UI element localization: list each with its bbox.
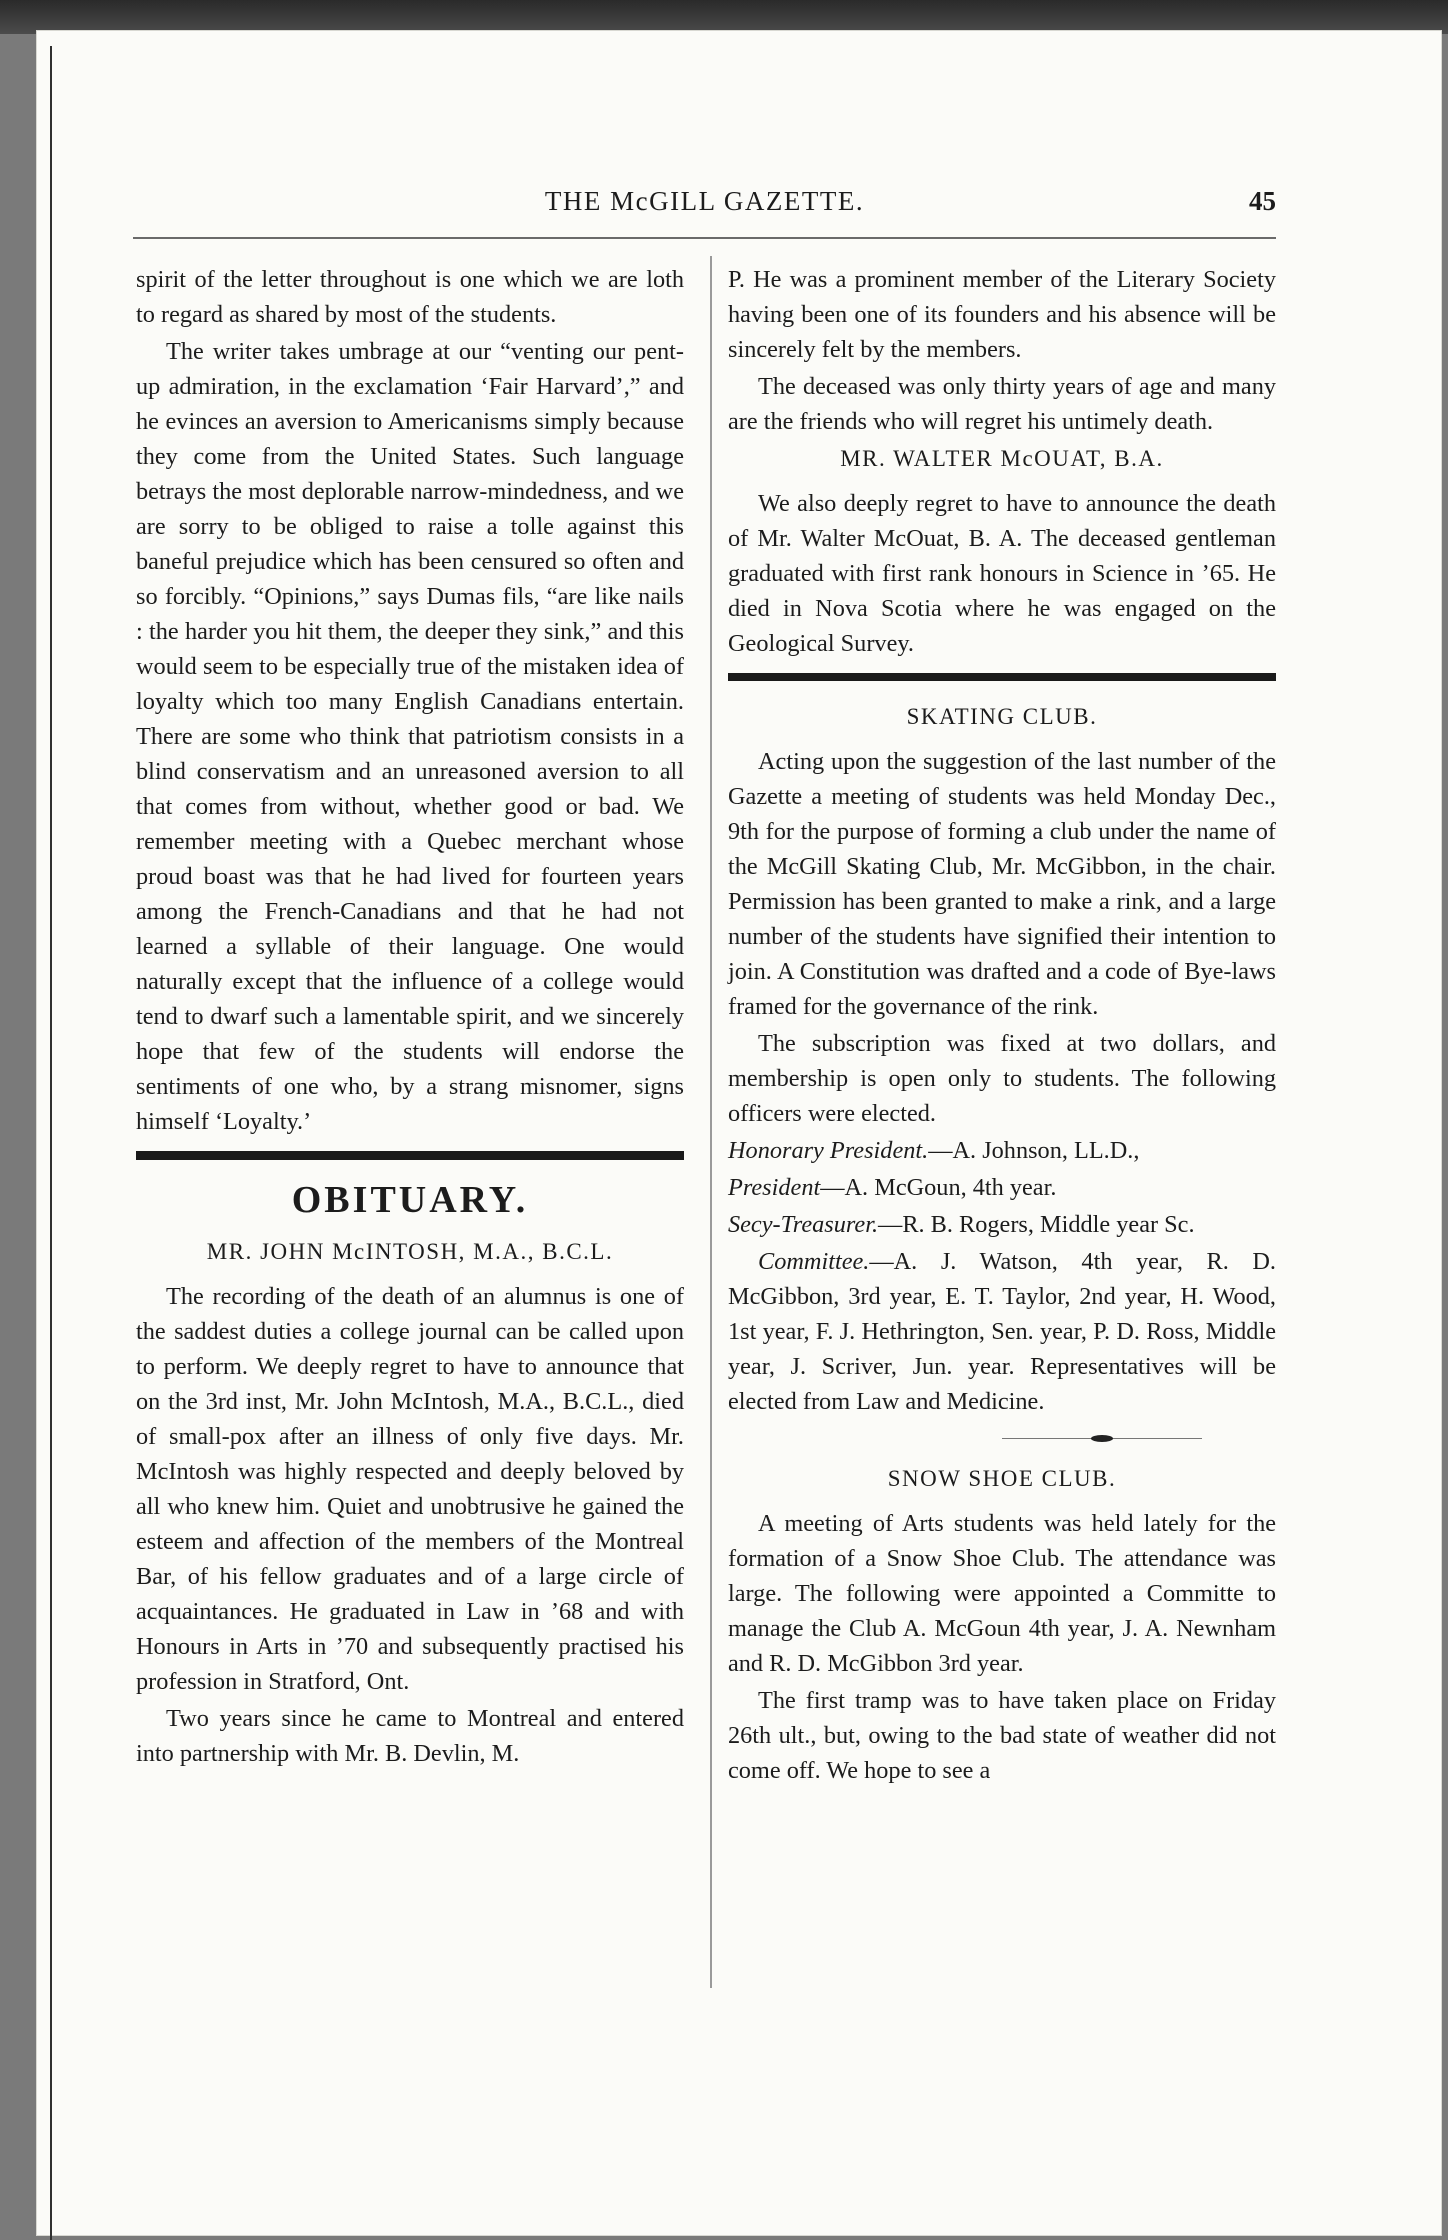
mcouat-subhead: MR. WALTER McOUAT, B.A.	[840, 446, 1164, 471]
committee-detail: —A. J. Watson, 4th year, R. D. McGibbon, 3rd year, E. T. Taylor, 2nd year, H. Wood, 1st year, F. J. Hethrington, Sen. year, P. D. Ross, Middle year, J. Scriver, Jun. year. Representatives will be elected from Law and Medicine.	[728, 1248, 1276, 1415]
scan-top-edge	[0, 0, 1448, 34]
committee-role: Committee.	[758, 1248, 870, 1275]
officer-detail: —A. McGoun, 4th year.	[820, 1174, 1057, 1201]
officer-role: Honorary President.	[728, 1137, 929, 1164]
section-rule	[136, 1151, 684, 1160]
column-divider	[710, 256, 712, 1988]
obituary-paragraph: The recording of the death of an alumnus is one of the saddest duties a college journal can be called upon to perform. We deeply regret to have to announce that on the 3rd inst, Mr. John McIntosh, M.A., B.C.L., died of small-pox after an illness of only five days. Mr. McIntosh was highly respected and deeply beloved by all who knew him. Quiet and unobtrusive he gained the esteem and affection of the members of the Montreal Bar, of his fellow graduates and of a large circle of acquaintances. He graduated in Law in ’68 and with Honours in Arts in ’70 and subsequently practised his profession in Stratford, Ont.	[136, 1283, 684, 1695]
skating-paragraph: The subscription was fixed at two dollars, and membership is open only to students. The following officers were elected.	[728, 1030, 1276, 1127]
running-header	[133, 186, 1276, 230]
snowshoe-paragraph: A meeting of Arts students was held lately for the formation of a Snow Shoe Club. The attendance was large. The following were appointed a Committe to manage the Club A. McGoun 4th year, J. A. Newnham and R. D. McGibbon 3rd year.	[728, 1510, 1276, 1677]
running-title: THE McGILL GAZETTE.	[544, 186, 865, 216]
right-column	[728, 262, 1276, 1790]
officer-role: President	[728, 1174, 821, 1201]
ornament-divider	[728, 1429, 1276, 1445]
officer-role: Secy-Treasurer.	[728, 1211, 879, 1238]
page-number: 45	[1249, 186, 1276, 216]
obituary-paragraph: Two years since he came to Montreal and entered into partnership with Mr. B. Devlin, M.	[136, 1705, 684, 1767]
obituary-subhead: MR. JOHN McINTOSH, M.A., B.C.L.	[206, 1239, 614, 1264]
skating-paragraph: Acting upon the suggestion of the last number of the Gazette a meeting of students was held Monday Dec., 9th for the purpose of forming a club under the name of the McGill Skating Club, Mr. McGibbon, in the chair. Permission has been granted to make a rink, and a large number of the students have signified their intention to join. A Constitution was drafted and a code of Bye-laws framed for the governance of the rink.	[728, 748, 1276, 1020]
snowshoe-paragraph: The first tramp was to have taken place on Friday 26th ult., but, owing to the bad state of weather did not come off. We hope to see a	[728, 1687, 1276, 1784]
binding-edge	[50, 46, 52, 2240]
obituary-continued: The deceased was only thirty years of age and many are the friends who will regret his untimely death.	[728, 373, 1276, 435]
skating-club-title: SKATING CLUB.	[906, 704, 1098, 729]
snow-shoe-club-title: SNOW SHOE CLUB.	[887, 1466, 1117, 1491]
body-paragraph: The writer takes umbrage at our “venting our pent-up admiration, in the exclamation ‘Fair Harvard’,” and he evinces an aversion to Americanisms simply because they come from the United States. Such language betrays the most deplorable narrow-mindedness, and we are sorry to be obliged to raise a tolle against this baneful prejudice which has been censured so often and so forcibly. “Opinions,” says Dumas fils, “are like nails : the harder you hit them, the deeper they sink,” and this would seem to be especially true of the mistaken idea of loyalty which too many English Canadians entertain. There are some who think that patriotism consists in a blind conservatism and an unreasoned aversion to all that comes from without, whether good or bad. We remember meeting with a Quebec merchant whose proud boast was that he had lived for fourteen years among the French-Canadians and that he had not learned a syllable of their language. One would naturally except that the influence of a college would tend to dwarf such a lamentable spirit, and we sincerely hope that few of the students will endorse the sentiments of one who, by a strang misnomer, signs himself ‘Loyalty.’	[136, 338, 684, 1135]
section-rule	[728, 673, 1276, 681]
officer-detail: —A. Johnson, LL.D.,	[928, 1137, 1140, 1164]
obituary-title: OBITUARY.	[291, 1179, 529, 1221]
officer-line	[728, 1133, 1276, 1168]
officer-detail: —R. B. Rogers, Middle year Sc.	[878, 1211, 1195, 1238]
mcouat-paragraph: We also deeply regret to have to announce the death of Mr. Walter McOuat, B. A. The deceased gentleman graduated with first rank honours in Science in ’65. He died in Nova Scotia where he was engaged on the Geological Survey.	[728, 490, 1276, 657]
left-column	[136, 262, 684, 1773]
officer-line	[728, 1207, 1276, 1242]
committee-paragraph	[728, 1244, 1276, 1419]
obituary-continued: P. He was a prominent member of the Literary Society having been one of its founders and his absence will be sincerely felt by the members.	[728, 266, 1276, 363]
officer-line	[728, 1170, 1276, 1205]
body-paragraph: spirit of the letter throughout is one which we are loth to regard as shared by most of the students.	[136, 266, 684, 328]
header-rule	[133, 237, 1276, 239]
